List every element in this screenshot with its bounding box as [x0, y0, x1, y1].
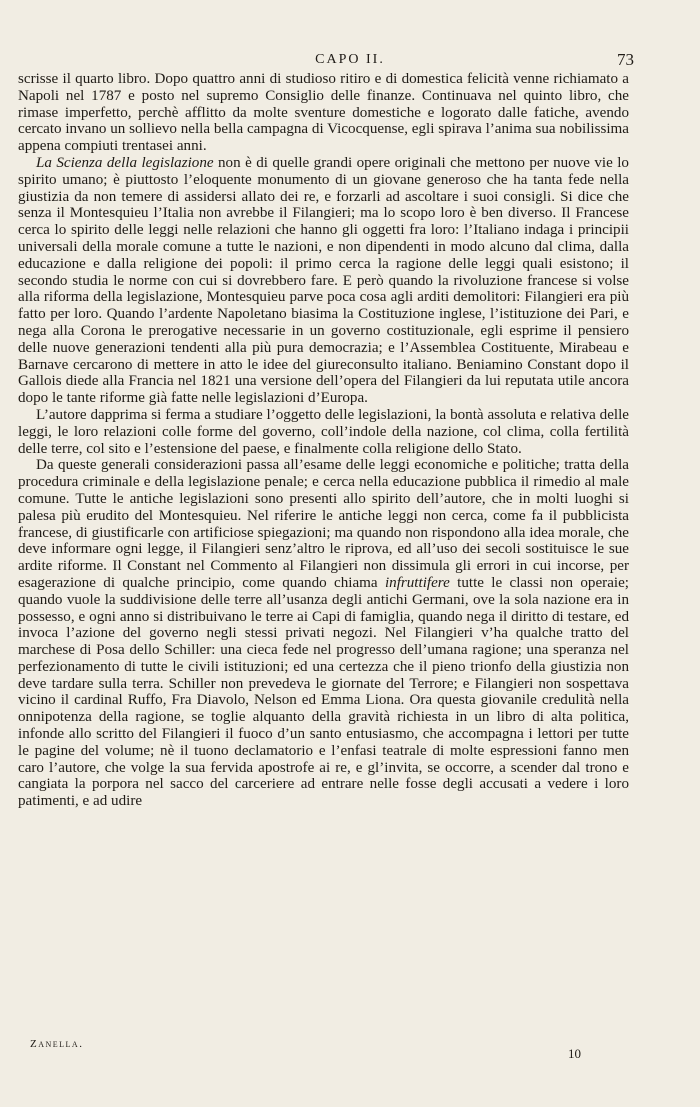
paragraph-text: scrisse il quarto libro. Dopo quattro anni di studioso ritiro e di domestica felicità venne richiamato a Napoli nel 1787 e posto nel supremo Consiglio delle finanze. Continuava nel quinto libro, che rimase imperfetto, perchè afflitto da molte sventure domestiche e logorato dalle fatiche, avendo cercato invano un sollievo nella bella campagna di Vicocquense, egli spirava l’anima sua nobilissima appena compiuti trentasei anni.	[18, 71, 629, 155]
paragraph	[18, 407, 629, 457]
paragraph-text: tutte le classi non operaie; quando vuole la suddivisione delle terre all’usanza degli antichi Germani, ove la sola nazione era in possesso, e ogni anno si distribuivano le terre ai Capi di famiglia, quando nega il diritto di testare, ed invoca l’azione del governo negli stessi privati negozi. Nel Filangieri v’ha qualche tratto del marchese di Posa dello Schiller: una cieca fede nel progresso dell’umana ragione; una speranza nel perfezionamento di tutte le civili istituzioni; ed una certezza che il pieno trionfo della giustizia non deve tardare sulla terra. Schiller non prevedeva le giornate del Terrore; e Filangieri non sospettava vicino il cardinal Ruffo, Fra Diavolo, Nelson ed Emma Liona. Ora questa giovanile credulità nella onnipotenza della ragione, se toglie alquanto della gravità richiesta in un libro di alta politica, infonde allo scritto del Filangieri il fuoco d’un santo entusiasmo, che accompagna i lettori per tutte le pagine del volume; nè il tuono declamatorio e l’enfasi teatrale di molte espressioni fanno men caro l’autore, che volge la sua fervida apostrofe ai re, e gl’invita, se occorre, a scender dal trono e cangiata la porpora nel sacco del carceriere ad entrare nelle fosse degli accusati a vedere i loro patimenti, e ad udire	[18, 574, 629, 810]
page-footer	[30, 1038, 590, 1062]
paragraph	[18, 155, 629, 407]
body-text	[18, 71, 629, 810]
footer-signature: Zanella.	[30, 1038, 84, 1050]
page-number: 73	[617, 50, 634, 69]
paragraph	[18, 457, 629, 810]
signature-mark: 10	[568, 1046, 581, 1061]
paragraph-text: L’autore dapprima si ferma a studiare l’oggetto delle legislazioni, la bontà assoluta e relativa delle leggi, le loro relazioni colle forme del governo, coll’indole della nazione, col clima, colla fertilità delle terre, col sito e l’estensione del paese, e finalmente colla religione dello Stato.	[18, 406, 629, 457]
paragraph-text: Da queste generali considerazioni passa all’esame delle leggi economiche e politiche; tratta della procedura criminale e della legislazione penale; e cerca nella educazione pubblica il rimedio al male comune. Tutte le antiche legislazioni sono presenti allo spirito dell’autore, che in molti luoghi si palesa più erudito del Montesquieu. Nel riferire le antiche leggi non cerca, come fa il pubblicista francese, di giustificarle con artificiose spiegazioni; ma quando non rispondono alla idea morale, che deve informare ogni legge, il Filangieri senz’altro le riprova, ed all’uso dei secoli sostituisce le sue ardite riforme. Il Constant nel Commento al Filangieri non dissimula gli errori in cui incorse, per esagerazione di qualche principio, come quando chiama	[18, 457, 629, 591]
paragraph	[18, 71, 629, 155]
italic-text: infruttifere	[384, 574, 450, 591]
paragraph-text: non è di quelle grandi opere originali che mettono per nuove vie lo spirito umano; è piuttosto l’eloquente monumento di un giovane generoso che ha tanta fede nella giustizia da non temere di assidersi allato dei re, e forzarli ad ascoltare i suoi consigli. Si dice che senza il Montesquieu l’Italia non avrebbe il Filangieri; ma lo scopo loro è ben diverso. Il Francese cerca lo spirito delle leggi nelle relazioni che hanno gli oggetti fra loro: l’Italiano indaga i principii universali della morale comune a tutte le nazioni, e non dipendenti in modo alcuno dal clima, dalla educazione e dalla religione dei popoli: il primo cerca la ragione delle leggi quali esistono; il secondo studia le norme con cui si dovrebbero fare. E però quando la rivoluzione francese si volse alla riforma della legislazione, Montesquieu parve poca cosa agli arditi demolitori: Filangieri era più fatto per loro. Quando l’ardente Napoletano biasima la Costituzione inglese, l’istituzione dei Pari, e nega alla Corona le prerogative necessarie in un governo costituzionale, egli esprime il pensiero delle nuove generazioni tendenti alla più pura democrazia; e l’Assemblea Costituente, Mirabeau e Barnave cercarono di mettere in atto le idee del giureconsulto italiano. Beniamino Constant dopo il Gallois diede alla Francia nel 1821 una versione dell’opera del Filangieri da lui reputata utile ancora dopo le tante riforme già fatte nelle legislazioni d’Europa.	[18, 154, 629, 407]
chapter-heading: CAPO II.	[315, 52, 385, 67]
italic-text: La Scienza della legislazione	[36, 154, 214, 171]
